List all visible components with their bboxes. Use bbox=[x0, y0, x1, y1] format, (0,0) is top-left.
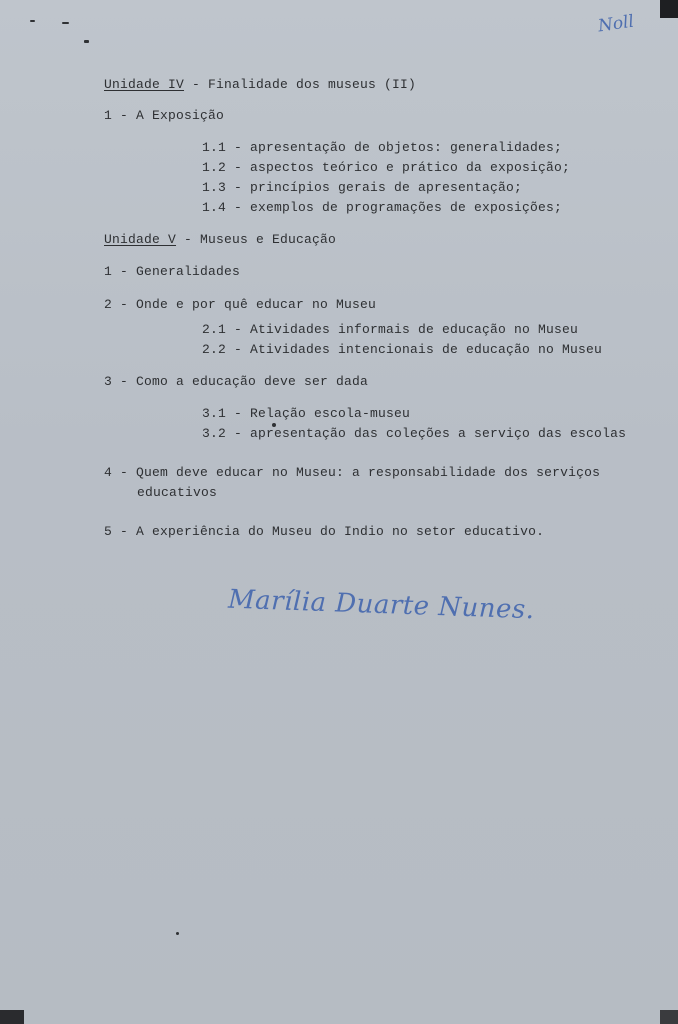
scan-edge-top-right bbox=[660, 0, 678, 18]
speck bbox=[62, 22, 69, 24]
speck bbox=[84, 40, 89, 43]
unit4-subitem-4: 1.4 - exemplos de programações de exposições; bbox=[202, 200, 563, 215]
handwritten-signature: Marília Duarte Nunes. bbox=[227, 584, 536, 626]
scan-edge-bottom-left bbox=[0, 1010, 24, 1024]
unit5-title bbox=[104, 232, 336, 248]
unit5-title-underlined: Unidade V bbox=[104, 232, 177, 247]
unit4-subitem-1: 1.1 - apresentação de objetos: generalidades; bbox=[202, 140, 563, 155]
speck bbox=[176, 932, 179, 935]
corner-handwritten-mark: Noll bbox=[596, 11, 636, 37]
unit4-item-1: 1 - A Exposição bbox=[104, 108, 225, 123]
unit5-item-2-subitem-2: 2.2 - Atividades intencionais de educação no Museu bbox=[202, 342, 603, 357]
unit5-item-3-subitem-2: 3.2 - apresentação das coleções a serviço das escolas bbox=[202, 426, 627, 441]
unit4-title-underlined: Unidade IV bbox=[104, 77, 185, 92]
scan-edge-bottom-right bbox=[660, 1010, 678, 1024]
unit4-title bbox=[104, 77, 416, 93]
unit5-item-3: 3 - Como a educação deve ser dada bbox=[104, 374, 369, 389]
unit5-item-4-line-1: 4 - Quem deve educar no Museu: a responsabilidade dos serviços bbox=[104, 465, 601, 480]
unit4-subitem-3: 1.3 - princípios gerais de apresentação; bbox=[202, 180, 523, 195]
unit5-item-2-subitem-1: 2.1 - Atividades informais de educação no Museu bbox=[202, 322, 579, 337]
unit4-title-rest: - Finalidade dos museus (II) bbox=[184, 77, 417, 92]
unit5-item-1: 1 - Generalidades bbox=[104, 264, 241, 279]
unit5-item-4-line-2: educativos bbox=[137, 485, 218, 500]
speck bbox=[30, 20, 35, 22]
unit5-item-5: 5 - A experiência do Museu do Indio no setor educativo. bbox=[104, 524, 545, 539]
unit5-item-3-subitem-1: 3.1 - Relação escola-museu bbox=[202, 406, 411, 421]
unit5-item-2: 2 - Onde e por quê educar no Museu bbox=[104, 297, 377, 312]
unit4-subitem-2: 1.2 - aspectos teórico e prático da exposição; bbox=[202, 160, 571, 175]
unit5-title-rest: - Museus e Educação bbox=[176, 232, 337, 247]
